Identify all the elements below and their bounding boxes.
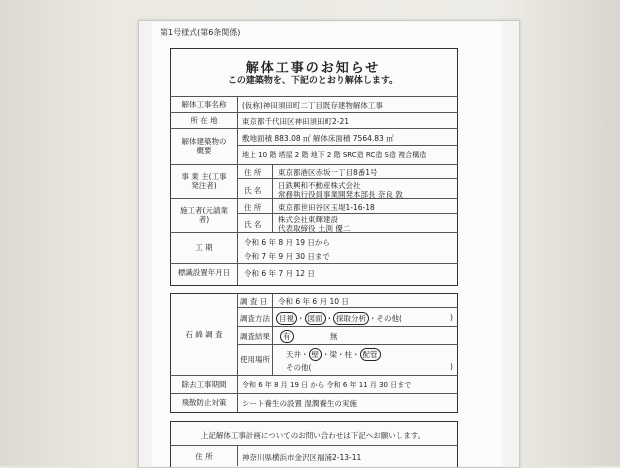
place-ceiling: 天井	[286, 350, 301, 359]
sign-date: 令和 6 年 7 月 12 日	[244, 269, 315, 278]
method-options: 目視 ・ 図面 ・ 採取分析 ・その他(	[276, 312, 402, 325]
row-line	[170, 128, 458, 129]
result-no: 無	[330, 332, 338, 341]
result-label: 調査結果	[240, 332, 270, 341]
col-line	[237, 96, 238, 285]
contractor-name-1: 株式会社東輝建設	[278, 215, 338, 224]
client-name-label: 氏 名	[244, 186, 262, 195]
contractor-address-label: 住 所	[244, 203, 262, 212]
row-line	[170, 263, 458, 264]
contact-note: 上記解体工事計画についてのお問い合わせは下記へお願いします。	[200, 431, 426, 440]
survey-date: 令和 6 年 6 月 10 日	[278, 297, 349, 306]
col-line	[237, 445, 238, 466]
contractor-address: 東京都世田谷区玉堤1-16-18	[278, 203, 375, 212]
row-line	[170, 112, 458, 113]
place-label: 使用場所	[240, 355, 270, 364]
location-label: 所 在 地	[190, 116, 218, 125]
col-line	[272, 164, 273, 232]
method-drawing: 図面	[305, 312, 326, 325]
row-line	[170, 375, 458, 376]
row-line	[237, 145, 458, 146]
notice-title: 解体工事のお知らせ	[245, 61, 381, 76]
work-name-value: (仮称)神田須田町二丁目既存建物解体工事	[242, 101, 383, 110]
place-close: )	[450, 362, 453, 371]
building-structure: 地上 10 階 塔屋 2 階 地下 2 階 SRC造 RC造 S造 複合構造	[242, 151, 427, 159]
period-from: 令和 6 年 8 月 19 日から	[244, 238, 330, 247]
method-close: )	[450, 313, 453, 322]
building-label: 解体建築物の概要	[181, 137, 227, 155]
removal-label: 除去工事期間	[181, 380, 227, 389]
contractor-name-label: 氏 名	[244, 220, 262, 229]
client-address: 東京都港区赤坂一丁目8番1号	[278, 168, 378, 177]
building-area: 敷地面積 883.08 ㎡ 解体床面積 7564.83 ㎡	[242, 134, 394, 143]
row-line	[170, 445, 458, 446]
period-label: 工 期	[195, 243, 213, 252]
contractor-name-2: 代表取締役 土渕 優二	[278, 224, 351, 233]
row-line	[170, 393, 458, 394]
sign-date-label: 標識設置年月日	[177, 268, 231, 277]
row-line	[237, 344, 458, 345]
place-items: 天井・ 壁 ・梁・柱・ 配管	[286, 348, 381, 361]
method-other: ・その他(	[369, 314, 402, 323]
work-name-label: 解体工事名称	[181, 100, 227, 109]
row-line	[237, 178, 458, 179]
place-pipe: 配管	[360, 348, 381, 361]
col-line	[237, 293, 238, 412]
row-line	[237, 307, 458, 308]
scatter-measure: シート養生の設置 湿潤養生の実施	[242, 399, 357, 408]
row-line	[170, 164, 458, 165]
client-address-label: 住 所	[244, 168, 262, 177]
result-yes: 有	[280, 330, 294, 343]
notice-subtitle: この建築物を、下記のとおり解体します。	[227, 76, 399, 86]
place-beam: 梁	[329, 350, 337, 359]
client-name-1: 日鉄興和不動産株式会社	[278, 181, 361, 190]
contact-address: 神奈川県横浜市金沢区福浦2-13-11	[242, 453, 362, 462]
method-sampling: 採取分析	[333, 312, 369, 325]
place-column: 柱	[344, 350, 352, 359]
place-wall: 壁	[309, 348, 323, 361]
asbestos-label: 石 綿 調 査	[185, 330, 223, 339]
place-other: その他(	[286, 363, 312, 372]
row-line	[237, 326, 458, 327]
location-value: 東京都千代田区神田須田町2-21	[242, 117, 350, 126]
col-line	[272, 293, 273, 375]
method-visual: 目視	[276, 312, 297, 325]
period-to: 令和 7 年 9 月 30 日まで	[244, 252, 330, 261]
removal-period: 令和 6 年 8 月 19 日 から 令和 6 年 11 月 30 日まで	[242, 381, 412, 389]
survey-date-label: 調 査 日	[240, 297, 268, 306]
row-line	[170, 96, 458, 97]
method-label: 調査方法	[240, 314, 270, 323]
contractor-label: 施工者(元請業者)	[180, 206, 228, 224]
client-name-2: 常務執行役員事業開発本部長 奈良 敦	[278, 190, 403, 199]
scatter-label: 飛散防止対策	[181, 398, 227, 407]
client-label: 事 業 主(工事発注者)	[181, 172, 227, 190]
row-line	[237, 213, 458, 214]
contact-address-label: 住 所	[195, 452, 213, 461]
form-number: 第1号様式(第6条関係)	[160, 28, 241, 37]
